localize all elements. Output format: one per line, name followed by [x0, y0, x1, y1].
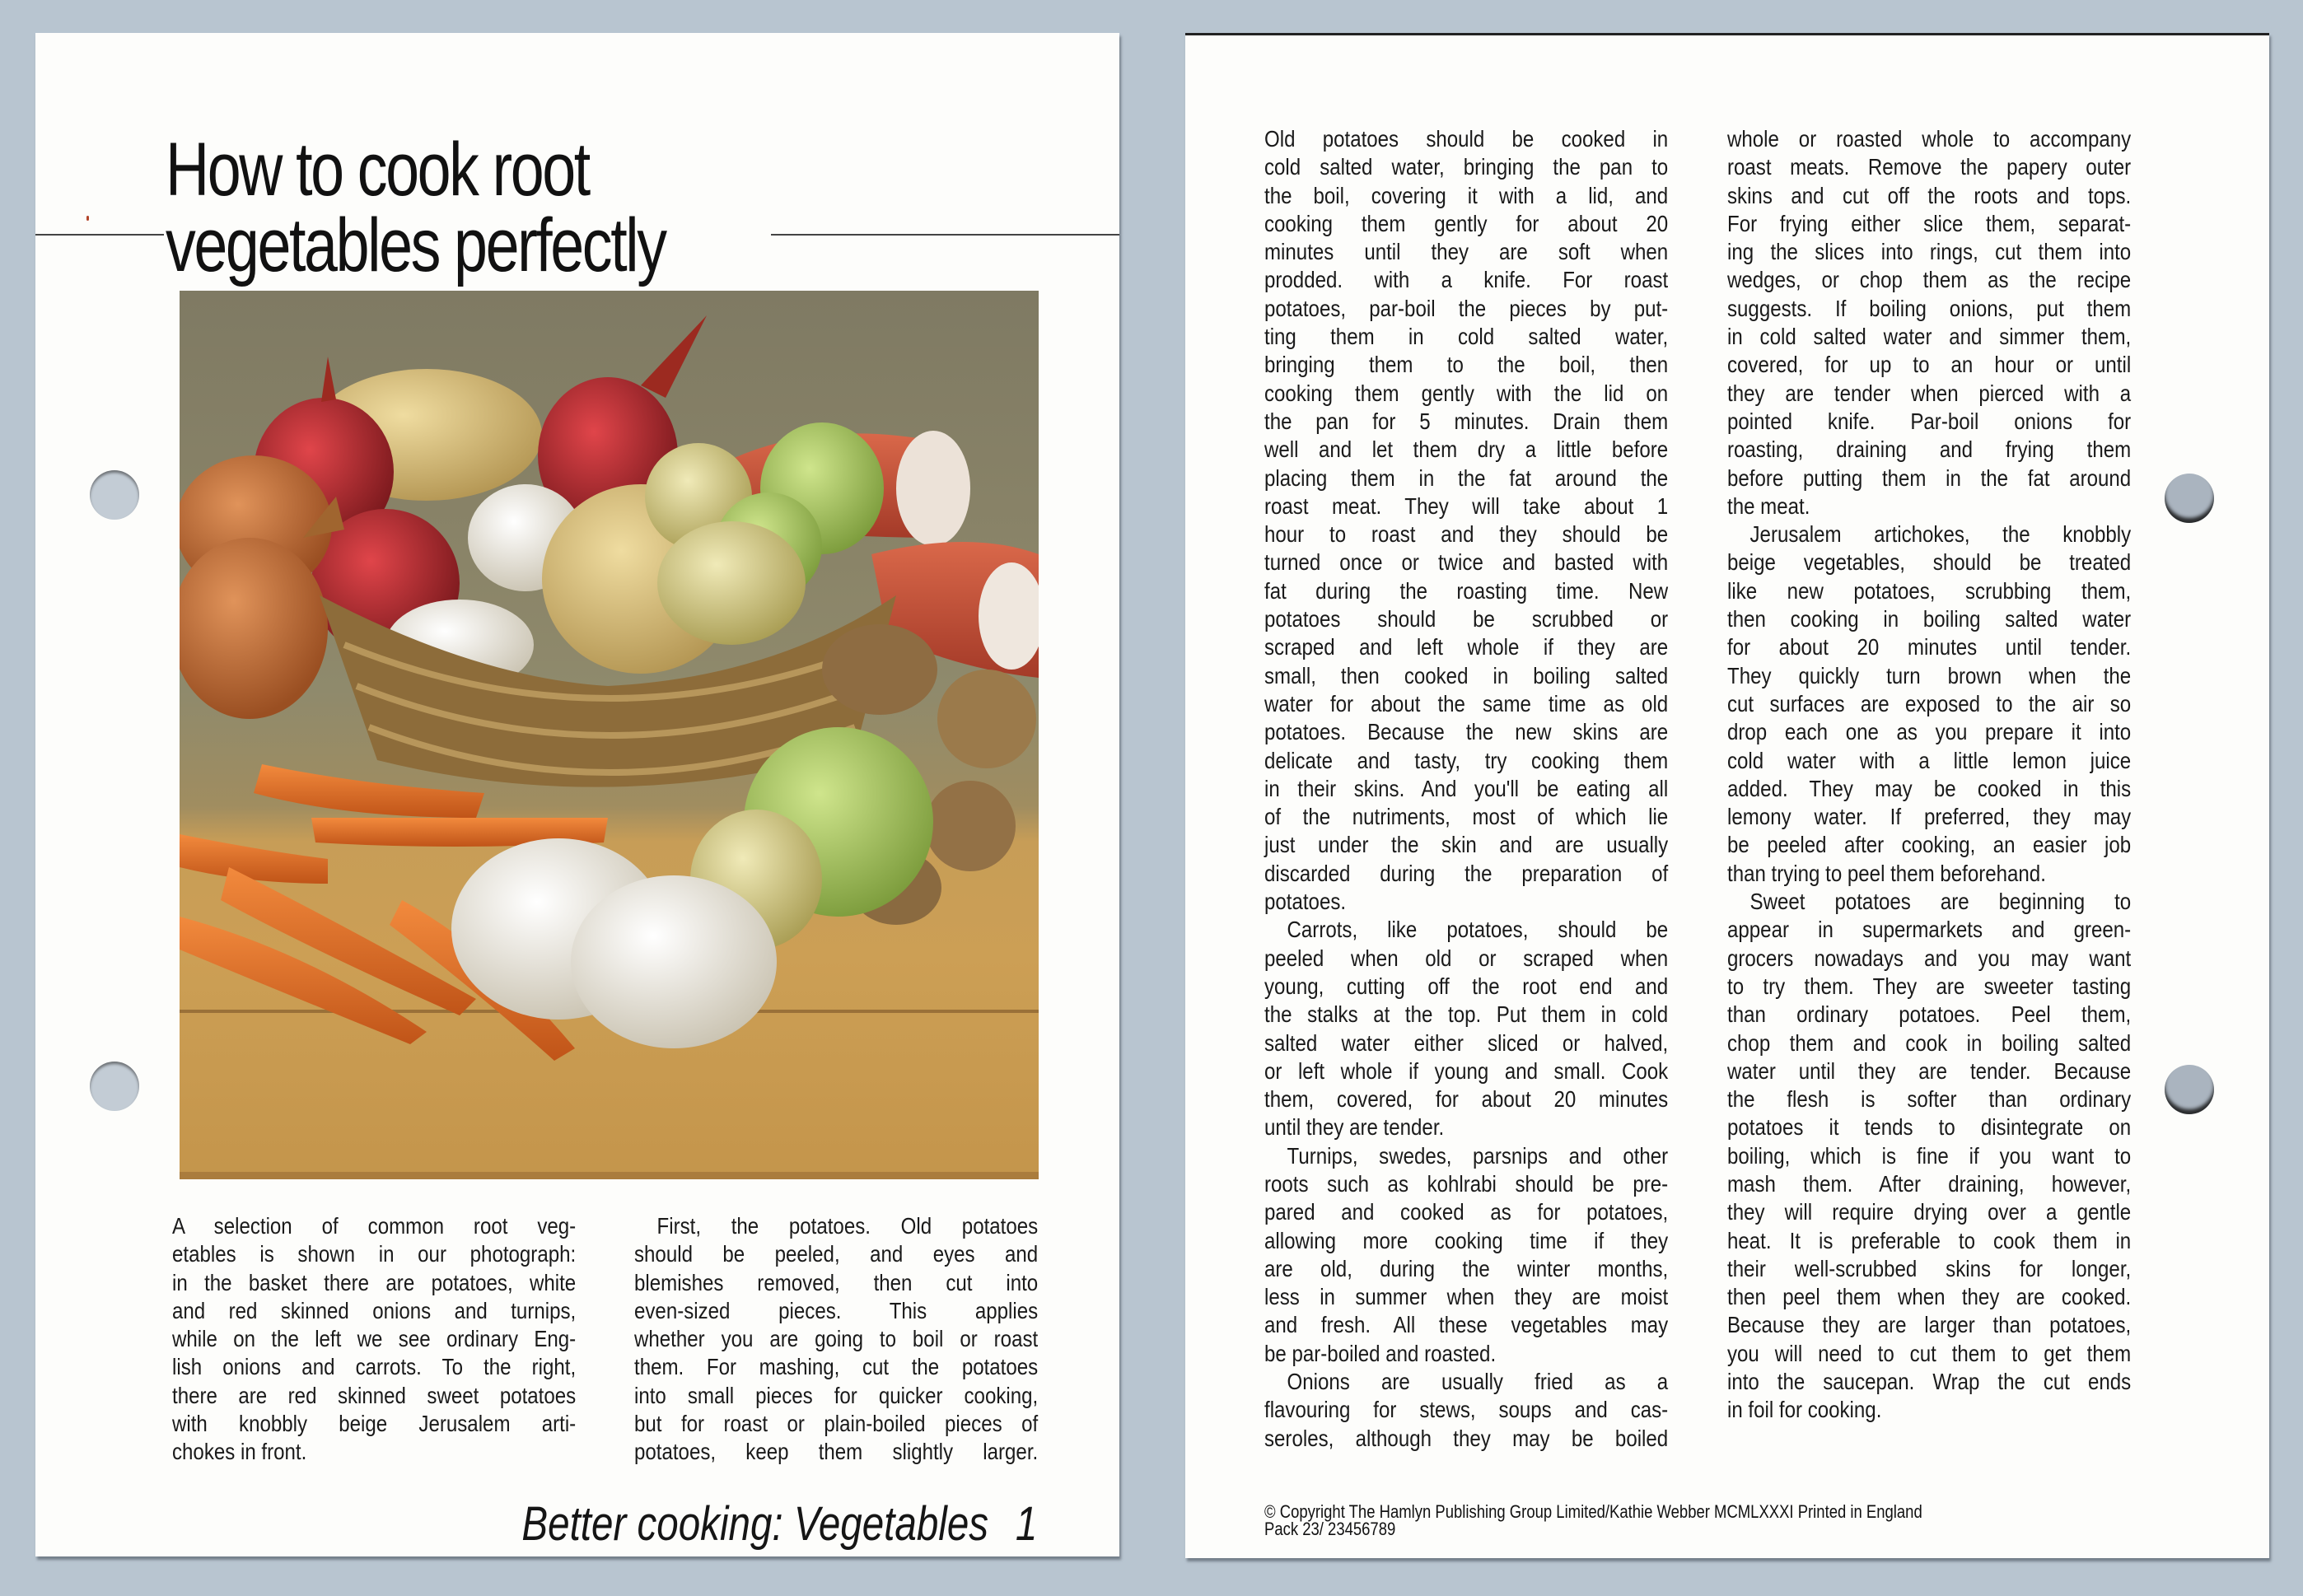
text-line: lish onions and carrots. To the right,: [172, 1354, 577, 1380]
caption-column-2: [634, 1212, 1038, 1467]
text-line: be par-boiled and roasted.: [1264, 1340, 1497, 1366]
text-line: skins and cut off the roots and tops.: [1727, 182, 2132, 208]
text-line: whole or roasted whole to accompany: [1727, 126, 2132, 152]
text-line: cooking them gently with the lid on: [1264, 380, 1669, 406]
text-line: drop each one as you prepare it into: [1727, 719, 2132, 745]
text-line: just under the skin and are usually: [1264, 832, 1669, 858]
text-line: Onions are usually fried as a: [1287, 1369, 1669, 1395]
text-line: their well-scrubbed skins for longer,: [1727, 1255, 2132, 1281]
text-line: beige vegetables, should be treated: [1727, 549, 2132, 576]
series-title: Better cooking: Vegetables: [521, 1497, 988, 1551]
text-line: cooking them gently for about 20: [1264, 210, 1669, 236]
text-line: water until they are tender. Because: [1727, 1057, 2132, 1084]
text-line: added. They may be cooked in this: [1727, 775, 2132, 801]
text-line: than trying to peel them beforehand.: [1727, 860, 2046, 886]
text-line: salted water either sliced or halved,: [1264, 1029, 1669, 1056]
binder-hole-bottom: [2165, 1065, 2214, 1114]
text-line: are old, during the winter months,: [1264, 1255, 1669, 1281]
text-line: etables is shown in our photograph:: [172, 1241, 577, 1267]
text-line: chokes in front.: [172, 1439, 307, 1465]
text-line: minutes until they are soft when: [1264, 239, 1669, 265]
text-line: than ordinary potatoes. Peel them,: [1727, 1001, 2132, 1028]
text-line: into the saucepan. Wrap the cut ends: [1727, 1369, 2132, 1395]
text-line: to try them. They are sweeter tasting: [1727, 973, 2132, 999]
text-line: Sweet potatoes are beginning to: [1749, 889, 2132, 915]
text-line: less in summer when they are moist: [1264, 1284, 1669, 1310]
text-line: well and let them dry a little before: [1264, 436, 1669, 463]
text-line: cold salted water, bringing the pan to: [1264, 154, 1669, 180]
text-line: ing the slices into rings, cut them into: [1727, 239, 2132, 265]
page-number: 1: [1015, 1497, 1037, 1551]
text-line: the pan for 5 minutes. Drain them: [1264, 408, 1669, 434]
text-line: roast meat. They will take about 1: [1264, 492, 1669, 519]
title-rule-right: [771, 234, 1119, 236]
text-line: lemony water. If preferred, they may: [1727, 804, 2132, 830]
print-speck: [86, 216, 89, 221]
text-line: should be peeled, and eyes and: [634, 1241, 1039, 1267]
text-line: A selection of common root veg-: [172, 1213, 577, 1239]
text-line: there are red skinned sweet potatoes: [172, 1382, 577, 1408]
text-line: Because they are larger than potatoes,: [1727, 1312, 2132, 1338]
text-line: bringing them to the boil, then: [1264, 352, 1669, 378]
text-line: suggests. If boiling onions, put them: [1727, 295, 2132, 321]
text-line: and red skinned onions and turnips,: [172, 1297, 577, 1323]
text-line: cut surfaces are exposed to the air so: [1727, 690, 2132, 716]
text-line: For frying either slice them, separat-: [1727, 210, 2132, 236]
text-line: like new potatoes, scrubbing them,: [1727, 577, 2132, 604]
text-line: potatoes it tends to disintegrate on: [1727, 1114, 2132, 1141]
text-line: while on the left we see ordinary Eng-: [172, 1326, 577, 1352]
copyright-notice: [1264, 1503, 1922, 1538]
text-line: appear in supermarkets and green-: [1727, 917, 2132, 943]
text-line: then cooking in boiling salted water: [1727, 606, 2132, 632]
text-line: prodded. with a knife. For roast: [1264, 267, 1669, 293]
text-line: or left whole if young and small. Cook: [1264, 1057, 1669, 1084]
recipe-card-front: [35, 33, 1119, 1556]
text-line: even-sized pieces. This applies: [634, 1297, 1039, 1323]
text-line: with knobbly beige Jerusalem arti-: [172, 1411, 577, 1437]
text-line: water for about the same time as old: [1264, 690, 1669, 716]
text-line: but for roast or plain-boiled pieces of: [634, 1411, 1039, 1437]
text-line: potatoes.: [1264, 889, 1347, 915]
text-line: in the basket there are potatoes, white: [172, 1269, 577, 1295]
text-line: cold water with a little lemon juice: [1727, 747, 2132, 773]
text-line: small, then cooked in boiling salted: [1264, 662, 1669, 688]
text-line: roast meats. Remove the papery outer: [1727, 154, 2132, 180]
text-line: First, the potatoes. Old potatoes: [656, 1213, 1039, 1239]
text-line: them. For mashing, cut the potatoes: [634, 1354, 1039, 1380]
text-line: they will require drying over a gentle: [1727, 1199, 2132, 1225]
text-line: they are tender when pierced with a: [1727, 380, 2132, 406]
text-line: in cold salted water and simmer them,: [1727, 324, 2132, 350]
text-line: the flesh is softer than ordinary: [1727, 1086, 2132, 1113]
text-line: potatoes, keep them slightly larger.: [634, 1439, 1039, 1465]
binder-hole-top: [90, 470, 139, 520]
caption-column-1: [172, 1212, 576, 1467]
series-footer: [521, 1496, 1037, 1552]
text-line: and fresh. All these vegetables may: [1264, 1312, 1669, 1338]
binder-hole-top: [2165, 474, 2214, 523]
text-line: potatoes, par-boil the pieces by put-: [1264, 295, 1669, 321]
text-line: blemishes removed, then cut into: [634, 1269, 1039, 1295]
text-line: then peel them when they are cooked.: [1727, 1284, 2132, 1310]
text-line: the meat.: [1727, 492, 1810, 519]
body-column-2: [1727, 125, 2131, 1425]
text-line: peeled when old or scraped when: [1264, 945, 1669, 971]
text-line: chop them and cook in boiling salted: [1727, 1029, 2132, 1056]
text-line: wedges, or chop them as the recipe: [1727, 267, 2132, 293]
page-title: [166, 127, 666, 287]
text-line: the boil, covering it with a lid, and: [1264, 182, 1669, 208]
text-line: turned once or twice and basted with: [1264, 549, 1669, 576]
text-line: young, cutting off the root end and: [1264, 973, 1669, 999]
text-line: potatoes should be scrubbed or: [1264, 606, 1669, 632]
text-line: pointed knife. Par-boil onions for: [1727, 408, 2132, 434]
text-line: potatoes. Because the new skins are: [1264, 719, 1669, 745]
text-line: placing them in the fat around the: [1264, 464, 1669, 491]
text-line: mash them. After draining, however,: [1727, 1170, 2132, 1197]
text-line: Turnips, swedes, parsnips and other: [1287, 1142, 1669, 1169]
text-line: discarded during the preparation of: [1264, 860, 1669, 886]
text-line: Jerusalem artichokes, the knobbly: [1749, 521, 2132, 548]
text-line: pared and cooked as for potatoes,: [1264, 1199, 1669, 1225]
text-line: be peeled after cooking, an easier job: [1727, 832, 2132, 858]
text-line: whether you are going to boil or roast: [634, 1326, 1039, 1352]
text-line: scraped and left whole if they are: [1264, 634, 1669, 660]
text-line: for about 20 minutes until tender.: [1727, 634, 2132, 660]
text-line: them, covered, for about 20 minutes: [1264, 1086, 1669, 1113]
pack-number: Pack 23/ 23456789: [1264, 1519, 1396, 1539]
text-line: in their skins. And you'll be eating all: [1264, 775, 1669, 801]
text-line: of the nutriments, most of which lie: [1264, 804, 1669, 830]
text-line: fat during the roasting time. New: [1264, 577, 1669, 604]
text-line: roots such as kohlrabi should be pre-: [1264, 1170, 1669, 1197]
text-line: boiling, which is fine if you want to: [1727, 1142, 2132, 1169]
text-line: covered, for up to an hour or until: [1727, 352, 2132, 378]
text-line: Old potatoes should be cooked in: [1264, 126, 1669, 152]
title-rule-left: [35, 234, 164, 236]
title-line-2: vegetables perfectly: [166, 203, 666, 287]
text-line: They quickly turn brown when the: [1727, 662, 2132, 688]
title-line-1: How to cook root: [166, 127, 589, 212]
text-line: roasting, draining and frying them: [1727, 436, 2132, 463]
text-line: delicate and tasty, try cooking them: [1264, 747, 1669, 773]
recipe-card-back: [1185, 33, 2269, 1558]
text-line: heat. It is preferable to cook them in: [1727, 1227, 2132, 1253]
text-line: allowing more cooking time if they: [1264, 1227, 1669, 1253]
vegetables-illustration: [180, 291, 1039, 1179]
text-line: the stalks at the top. Put them in cold: [1264, 1001, 1669, 1028]
text-line: seroles, although they may be boiled: [1264, 1425, 1669, 1451]
text-line: before putting them in the fat around: [1727, 464, 2132, 491]
copyright-line: © Copyright The Hamlyn Publishing Group Limited/Kathie Webber MCMLXXXI Printed in England: [1264, 1501, 1922, 1522]
text-line: you will need to cut them to get them: [1727, 1340, 2132, 1366]
text-line: in foil for cooking.: [1727, 1397, 1882, 1423]
text-line: ting them in cold salted water,: [1264, 324, 1669, 350]
body-column-1: [1264, 125, 1668, 1453]
text-line: Carrots, like potatoes, should be: [1287, 917, 1669, 943]
text-line: into small pieces for quicker cooking,: [634, 1382, 1039, 1408]
vegetables-photo: [180, 291, 1039, 1179]
text-line: grocers nowadays and you may want: [1727, 945, 2132, 971]
text-line: hour to roast and they should be: [1264, 521, 1669, 548]
text-line: flavouring for stews, soups and cas-: [1264, 1397, 1669, 1423]
binder-hole-bottom: [90, 1062, 139, 1111]
text-line: until they are tender.: [1264, 1114, 1445, 1141]
